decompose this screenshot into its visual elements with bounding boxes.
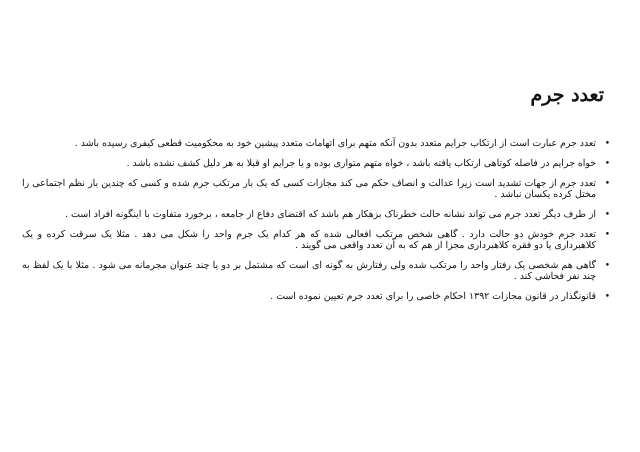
bullet-list — [22, 138, 610, 311]
bullet-text: تعدد جرم عبارت است از ارتکاب جرایم متعدد بدون آنکه متهم برای اتهامات متعدد پیشین خود به محکومیت قطعی کیفری رسیده باشد . — [74, 138, 596, 149]
bullet-dot-icon: • — [604, 292, 610, 302]
bullet-dot-icon: • — [604, 159, 610, 169]
bullet-dot-icon: • — [604, 210, 610, 220]
bullet-item — [22, 158, 610, 169]
bullet-text: گاهی هم شخصی یک رفتار واحد را مرتکب شده ولی رفتارش به گونه ای است که مشتمل بر دو یا چند عنوان مجرمانه می شود . مثلا با یک لفظ به چند نفر فحاشی کند . — [22, 260, 596, 282]
bullet-item — [22, 209, 610, 220]
bullet-item — [22, 260, 610, 282]
bullet-item — [22, 138, 610, 149]
bullet-dot-icon: • — [604, 230, 610, 240]
bullet-dot-icon: • — [604, 139, 610, 149]
slide-title: تعدد جرم — [530, 84, 604, 106]
bullet-text: خواه جرایم در فاصله کوتاهی ارتکاب یافته باشد ، خواه متهم متواری بوده و یا جرایم او قبلا به هر دلیل کشف نشده باشد . — [126, 158, 596, 169]
bullet-text: تعدد جرم از جهات تشدید است زیرا عدالت و انصاف حکم می کند مجازات کسی که یک بار مرتکب جرم شده و کسی که چندین بار نظم اجتماعی را مختل کرده یکسان نباشد . — [22, 178, 596, 200]
bullet-text: قانونگذار در قانون مجازات ۱۳۹۲ احکام خاصی را برای تعدد جرم تعیین نموده است . — [270, 291, 596, 302]
bullet-dot-icon: • — [604, 261, 610, 271]
bullet-dot-icon: • — [604, 179, 610, 189]
bullet-item — [22, 178, 610, 200]
bullet-item — [22, 291, 610, 302]
bullet-item — [22, 229, 610, 251]
bullet-text: تعدد جرم خودش دو حالت دارد . گاهی شخص مرتکب افعالی شده که هر کدام یک جرم واحد را شکل می دهد . مثلا یک سرقت کرده و یک کلاهبرداری یا دو فقره کلاهبرداری مجزا از هم که به آن تعدد واقعی می گویند . — [22, 229, 596, 251]
bullet-text: از طرف دیگر تعدد جرم می تواند نشانه حالت خطرناک بزهکار هم باشد که اقتضای دفاع از جامعه ، برخورد متفاوت با اینگونه افراد است . — [65, 209, 596, 220]
